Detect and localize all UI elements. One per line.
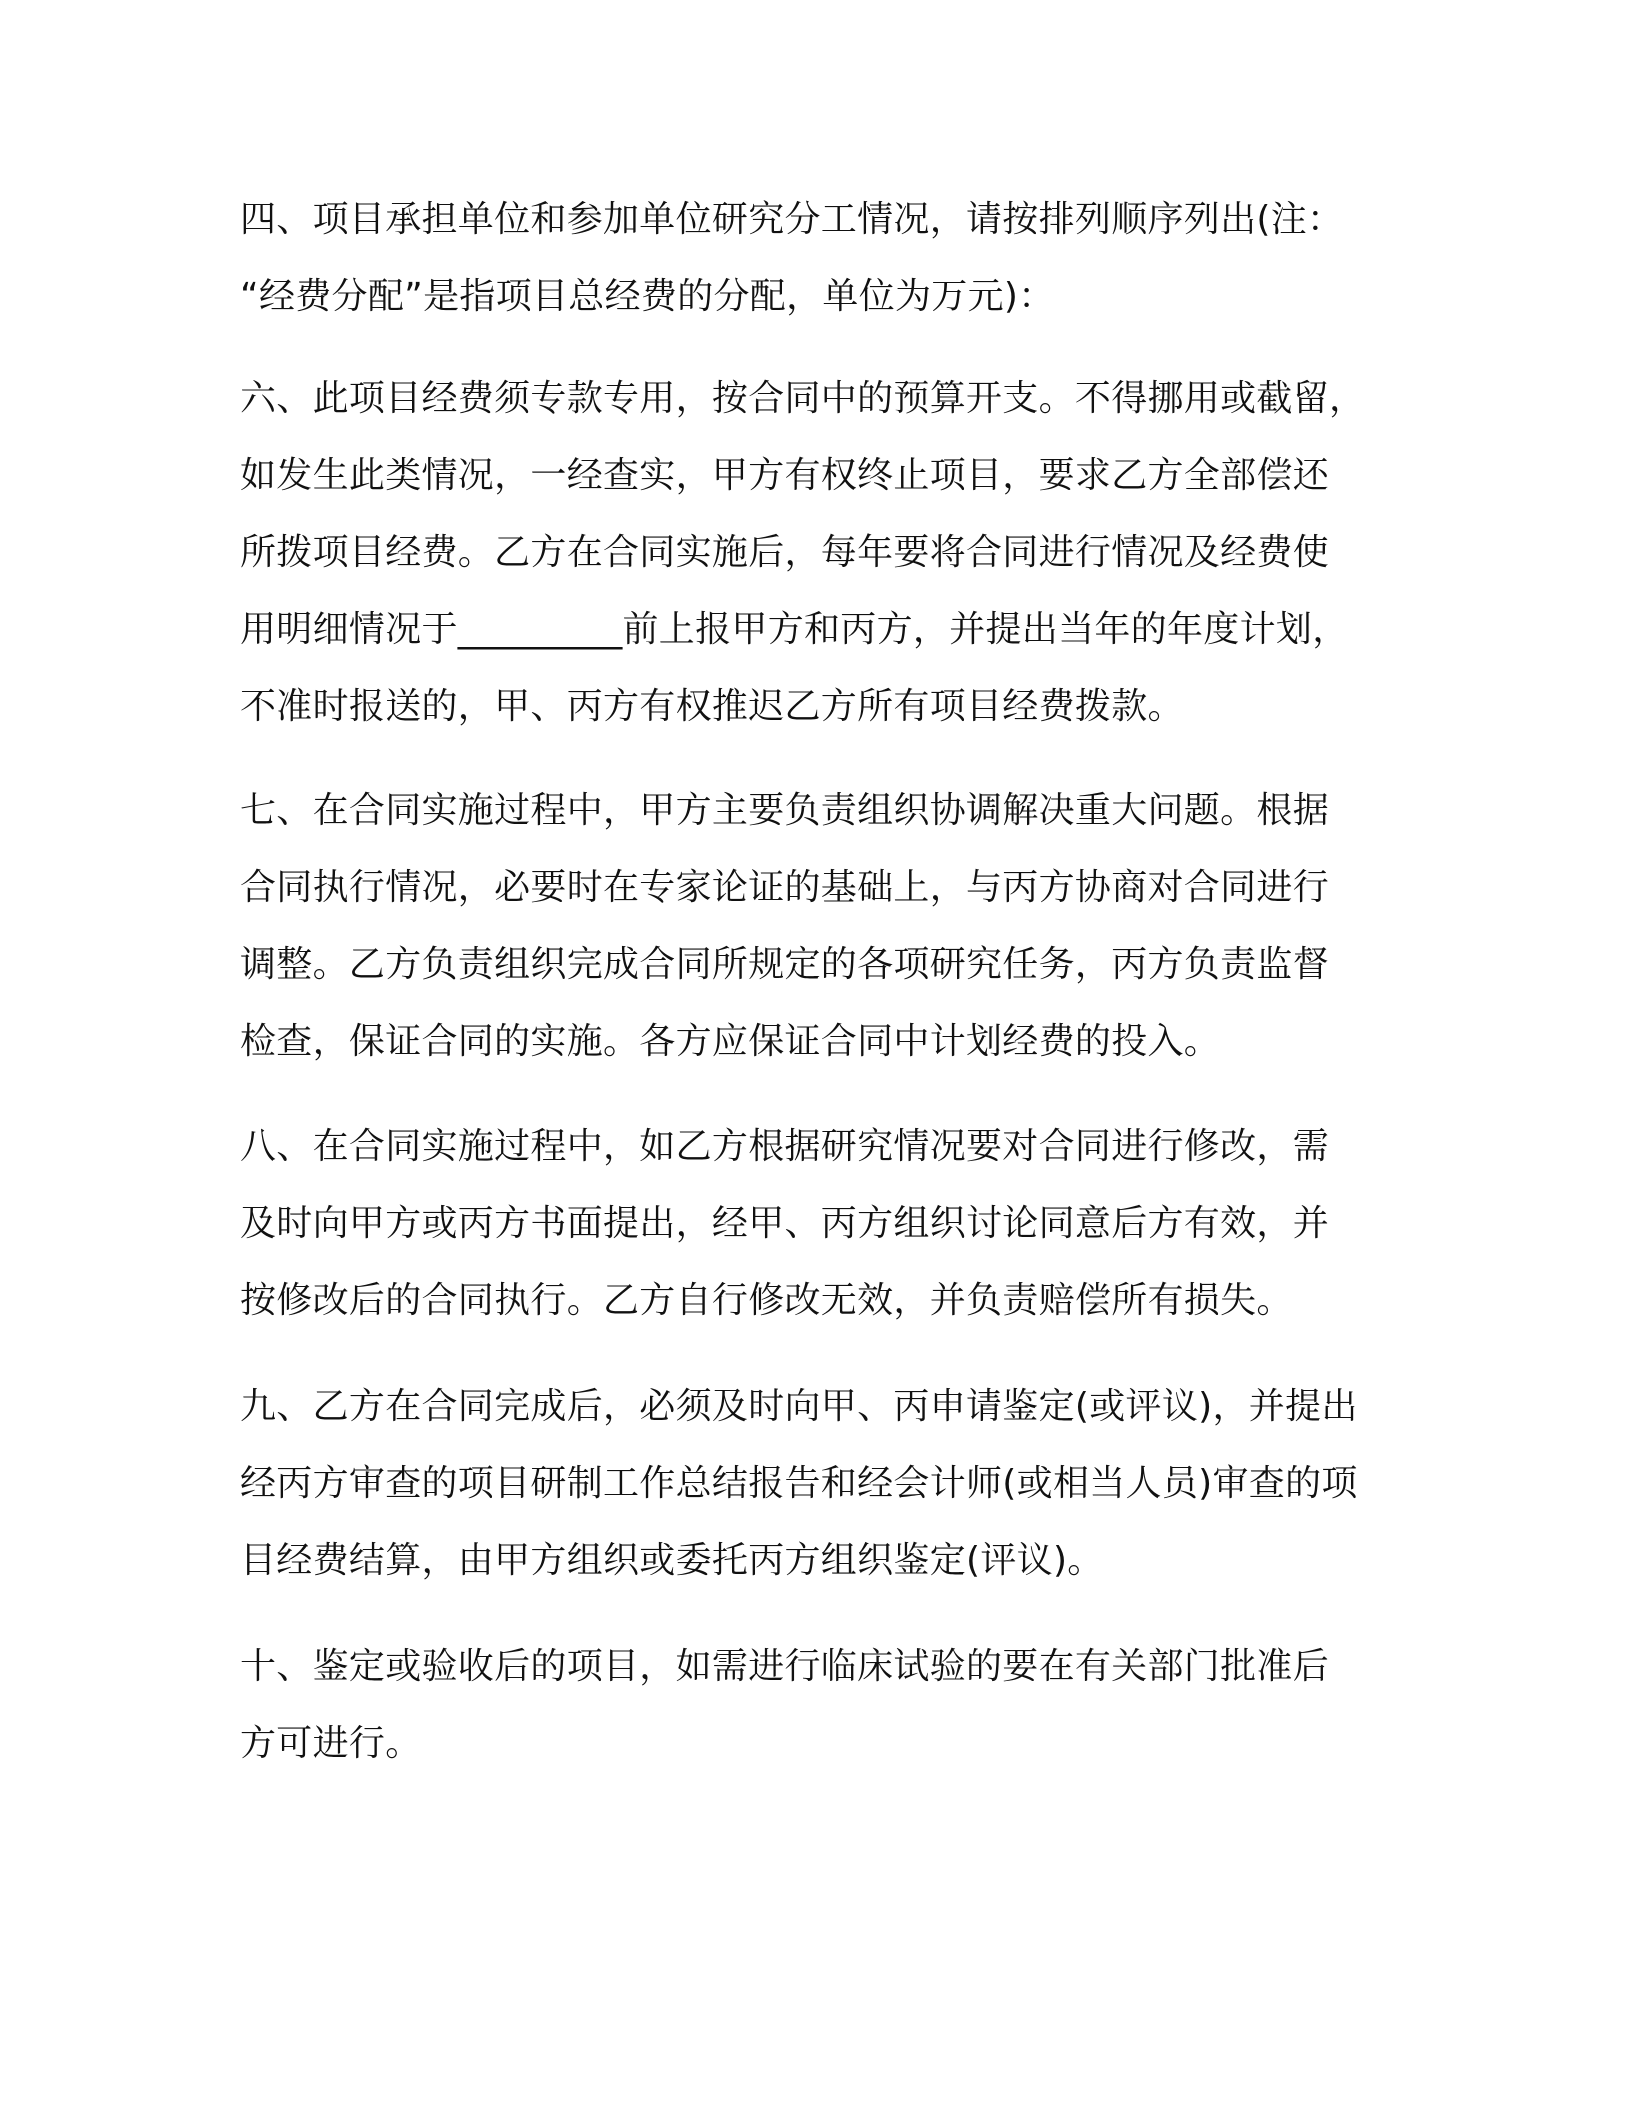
text-line: 七、在合同实施过程中，甲方主要负责组织协调解决重大问题。根据 xyxy=(240,790,1330,831)
text-line: 所拨项目经费。乙方在合同实施后，每年要将合同进行情况及经费使 xyxy=(240,532,1330,573)
text-line: 不准时报送的，甲、丙方有权推迟乙方所有项目经费拨款。 xyxy=(240,686,1184,727)
text-line: 方可进行。 xyxy=(240,1723,422,1764)
clause-7-paragraph xyxy=(240,772,1400,1080)
clause-4-paragraph xyxy=(240,181,1400,335)
text-line: “经费分配”是指项目总经费的分配，单位为万元)： xyxy=(240,276,1055,317)
clause-9-paragraph xyxy=(240,1368,1400,1599)
text-line: 调整。乙方负责组织完成合同所规定的各项研究任务，丙方负责监督 xyxy=(240,944,1330,985)
text-line: 九、乙方在合同完成后，必须及时向甲、丙申请鉴定(或评议)，并提出 xyxy=(240,1386,1358,1427)
clause-8-paragraph xyxy=(240,1108,1400,1339)
text-line: 目经费结算，由甲方组织或委托丙方组织鉴定(评议)。 xyxy=(240,1540,1104,1581)
clause-10-paragraph xyxy=(240,1628,1400,1782)
text-line: 十、鉴定或验收后的项目，如需进行临床试验的要在有关部门批准后 xyxy=(240,1646,1330,1687)
text-line: 六、此项目经费须专款专用，按合同中的预算开支。不得挪用或截留， xyxy=(240,378,1366,419)
text-line: 合同执行情况，必要时在专家论证的基础上，与丙方协商对合同进行 xyxy=(240,867,1330,908)
text-line: 经丙方审查的项目研制工作总结报告和经会计师(或相当人员)审查的项 xyxy=(240,1463,1358,1504)
text-line: 按修改后的合同执行。乙方自行修改无效，并负责赔偿所有损失。 xyxy=(240,1280,1293,1321)
text-line: 检查，保证合同的实施。各方应保证合同中计划经费的投入。 xyxy=(240,1021,1221,1062)
text-line: 及时向甲方或丙方书面提出，经甲、丙方组织讨论同意后方有效，并 xyxy=(240,1203,1330,1244)
text-line: 四、项目承担单位和参加单位研究分工情况，请按排列顺序列出(注： xyxy=(240,199,1344,240)
text-line: 用明细情况于_________前上报甲方和丙方，并提出当年的年度计划， xyxy=(240,609,1349,650)
text-line: 八、在合同实施过程中，如乙方根据研究情况要对合同进行修改，需 xyxy=(240,1126,1330,1167)
clause-6-paragraph xyxy=(240,360,1400,745)
text-line: 如发生此类情况，一经查实，甲方有权终止项目，要求乙方全部偿还 xyxy=(240,455,1330,496)
